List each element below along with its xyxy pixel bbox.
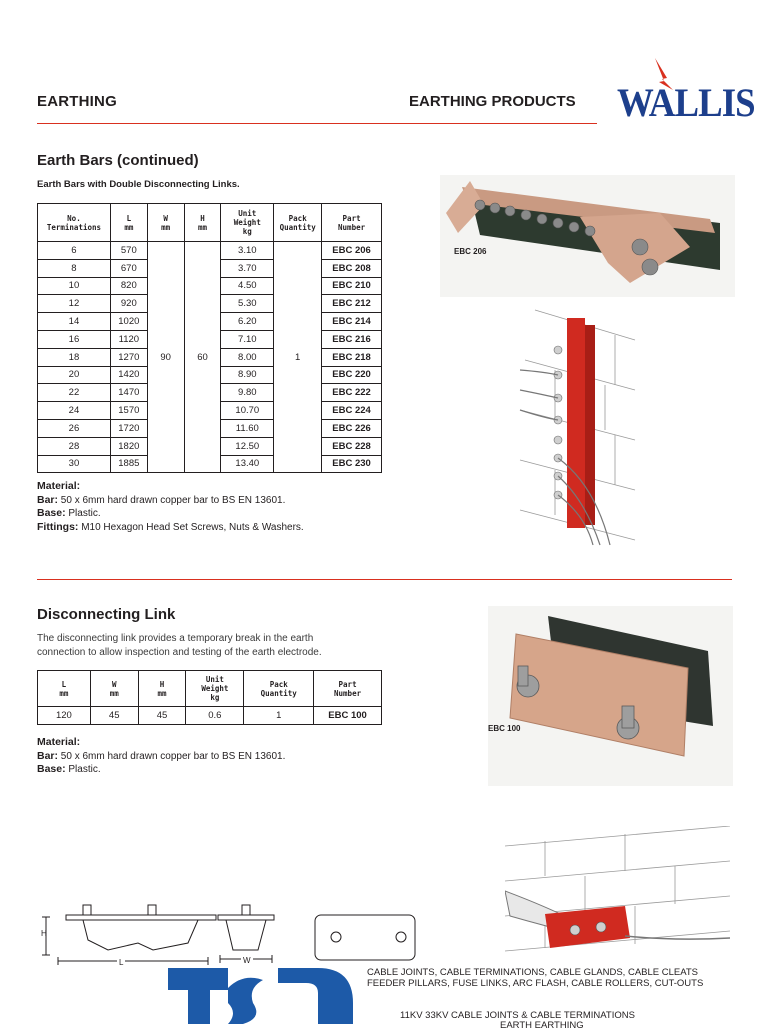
- table-cell: 7.10: [221, 330, 274, 348]
- dimension-drawings: [38, 895, 438, 970]
- table-cell: 13.40: [221, 455, 274, 473]
- footer-line-1: CABLE JOINTS, CABLE TERMINATIONS, CABLE GLANDS, CABLE CLEATS: [367, 967, 699, 978]
- section2-description: [37, 632, 322, 660]
- table-cell: 1420: [110, 366, 147, 384]
- logo-text: WALLIS: [617, 80, 755, 125]
- column-header: Unit Weight kg: [221, 204, 274, 242]
- table-cell: 16: [38, 330, 111, 348]
- description-line-1: The disconnecting link provides a temporary break in the earth: [37, 633, 314, 644]
- column-header: W mm: [147, 204, 184, 242]
- section1-subtitle: Earth Bars with Double Disconnecting Links.: [37, 179, 240, 190]
- base-label: Base:: [37, 507, 66, 519]
- bar-label: Bar:: [37, 749, 59, 762]
- section2-title: Disconnecting Link: [37, 606, 176, 623]
- table-cell: 10: [38, 277, 111, 295]
- footer-line-3: 11KV 33KV CABLE JOINTS & CABLE TERMINATIONS: [400, 1010, 635, 1021]
- table-cell: 9.80: [221, 384, 274, 402]
- table-cell: 1570: [110, 402, 147, 420]
- disconnecting-link-photo: [488, 606, 733, 786]
- table-cell: 3.70: [221, 259, 274, 277]
- table-cell: 28: [38, 437, 111, 455]
- table-cell: 12: [38, 295, 111, 313]
- table-cell: 1: [274, 242, 322, 473]
- column-header: Pack Quantity: [274, 204, 322, 242]
- wallis-logo: [615, 56, 755, 128]
- table-cell: 6: [38, 242, 111, 260]
- table-cell: EBC 218: [322, 348, 382, 366]
- table-cell: 24: [38, 402, 111, 420]
- column-header: H mm: [184, 204, 221, 242]
- table-cell: 10.70: [221, 402, 274, 420]
- column-header: L mm: [110, 204, 147, 242]
- table-row: [38, 707, 382, 725]
- td-logo: [168, 968, 368, 1024]
- column-header: Part Number: [314, 671, 382, 707]
- table-row: [38, 242, 382, 260]
- table-cell: 8.00: [221, 348, 274, 366]
- table-cell: 90: [147, 242, 184, 473]
- section1-material: [37, 480, 304, 534]
- table-cell: 1120: [110, 330, 147, 348]
- table-cell: EBC 220: [322, 366, 382, 384]
- column-header: H mm: [138, 671, 186, 707]
- base-text: Plastic.: [68, 508, 101, 519]
- column-header: Pack Quantity: [244, 671, 314, 707]
- bar-label: Bar:: [37, 493, 59, 506]
- table-cell: EBC 210: [322, 277, 382, 295]
- table-cell: EBC 212: [322, 295, 382, 313]
- fittings-text: M10 Hexagon Head Set Screws, Nuts & Washers.: [81, 521, 304, 533]
- page-product-title: EARTHING PRODUCTS: [409, 93, 576, 110]
- table-cell: 1020: [110, 313, 147, 331]
- section-divider: [37, 579, 732, 580]
- table-cell: 20: [38, 366, 111, 384]
- table-cell: EBC 216: [322, 330, 382, 348]
- table-cell: 1720: [110, 419, 147, 437]
- table-cell: EBC 230: [322, 455, 382, 473]
- table-cell: 1270: [110, 348, 147, 366]
- table-cell: 26: [38, 419, 111, 437]
- column-header: No. Terminations: [38, 204, 111, 242]
- fittings-label: Fittings:: [37, 520, 79, 533]
- table-cell: 8.90: [221, 366, 274, 384]
- table-cell: 5.30: [221, 295, 274, 313]
- table-cell: 18: [38, 348, 111, 366]
- earth-bars-table: [37, 203, 382, 473]
- disconnecting-link-table: [37, 670, 382, 725]
- ebc206-caption: EBC 206: [454, 247, 487, 256]
- base-label: Base:: [37, 763, 66, 775]
- table-cell: 22: [38, 384, 111, 402]
- bar-text: 50 x 6mm hard drawn copper bar to BS EN 13601.: [60, 494, 286, 506]
- table-cell: 11.60: [221, 419, 274, 437]
- table-cell: 60: [184, 242, 221, 473]
- table-header-row: [38, 671, 382, 707]
- table-cell: 120: [38, 707, 91, 725]
- column-header: L mm: [38, 671, 91, 707]
- page-section-title: EARTHING: [37, 93, 117, 110]
- table-cell: 1470: [110, 384, 147, 402]
- table-cell: 0.6: [186, 707, 244, 725]
- table-cell: 4.50: [221, 277, 274, 295]
- table-cell: EBC 226: [322, 419, 382, 437]
- table-cell: 45: [90, 707, 138, 725]
- table-cell: 670: [110, 259, 147, 277]
- description-line-2: connection to allow inspection and testing of the earth electrode.: [37, 647, 322, 658]
- table-cell: 45: [138, 707, 186, 725]
- table-cell: 1820: [110, 437, 147, 455]
- base-text: Plastic.: [68, 764, 101, 775]
- wall-mounted-earth-bar-illustration: [515, 300, 640, 550]
- table-cell: EBC 228: [322, 437, 382, 455]
- section1-title: Earth Bars (continued): [37, 152, 199, 169]
- table-cell: 12.50: [221, 437, 274, 455]
- table-cell: 3.10: [221, 242, 274, 260]
- table-cell: EBC 100: [314, 707, 382, 725]
- column-header: Part Number: [322, 204, 382, 242]
- table-cell: EBC 214: [322, 313, 382, 331]
- table-cell: EBC 222: [322, 384, 382, 402]
- section2-material: [37, 736, 285, 777]
- column-header: Unit Weight kg: [186, 671, 244, 707]
- table-cell: 1885: [110, 455, 147, 473]
- table-cell: 920: [110, 295, 147, 313]
- column-header: W mm: [90, 671, 138, 707]
- wall-mounted-link-illustration: [505, 826, 730, 966]
- earth-bar-photo: [440, 175, 735, 297]
- table-cell: 30: [38, 455, 111, 473]
- footer-text-block: [367, 967, 703, 989]
- height-dimension-label: H: [41, 929, 47, 938]
- material-heading: Material:: [37, 736, 81, 748]
- table-header-row: [38, 204, 382, 242]
- length-dimension-label: L: [119, 958, 124, 967]
- table-cell: 8: [38, 259, 111, 277]
- table-cell: EBC 224: [322, 402, 382, 420]
- table-cell: 14: [38, 313, 111, 331]
- ebc100-caption: EBC 100: [488, 724, 521, 733]
- footer-line-2: FEEDER PILLARS, FUSE LINKS, ARC FLASH, CABLE ROLLERS, CUT-OUTS: [367, 978, 704, 989]
- width-dimension-label: W: [243, 956, 251, 965]
- table-cell: EBC 208: [322, 259, 382, 277]
- table-cell: 570: [110, 242, 147, 260]
- table-cell: EBC 206: [322, 242, 382, 260]
- footer-line-4: EARTH EARTHING: [500, 1020, 584, 1031]
- table-cell: 6.20: [221, 313, 274, 331]
- table-cell: 820: [110, 277, 147, 295]
- table-cell: 1: [244, 707, 314, 725]
- bar-text: 50 x 6mm hard drawn copper bar to BS EN 13601.: [60, 750, 286, 762]
- material-heading: Material:: [37, 480, 81, 492]
- header-rule: [37, 123, 597, 124]
